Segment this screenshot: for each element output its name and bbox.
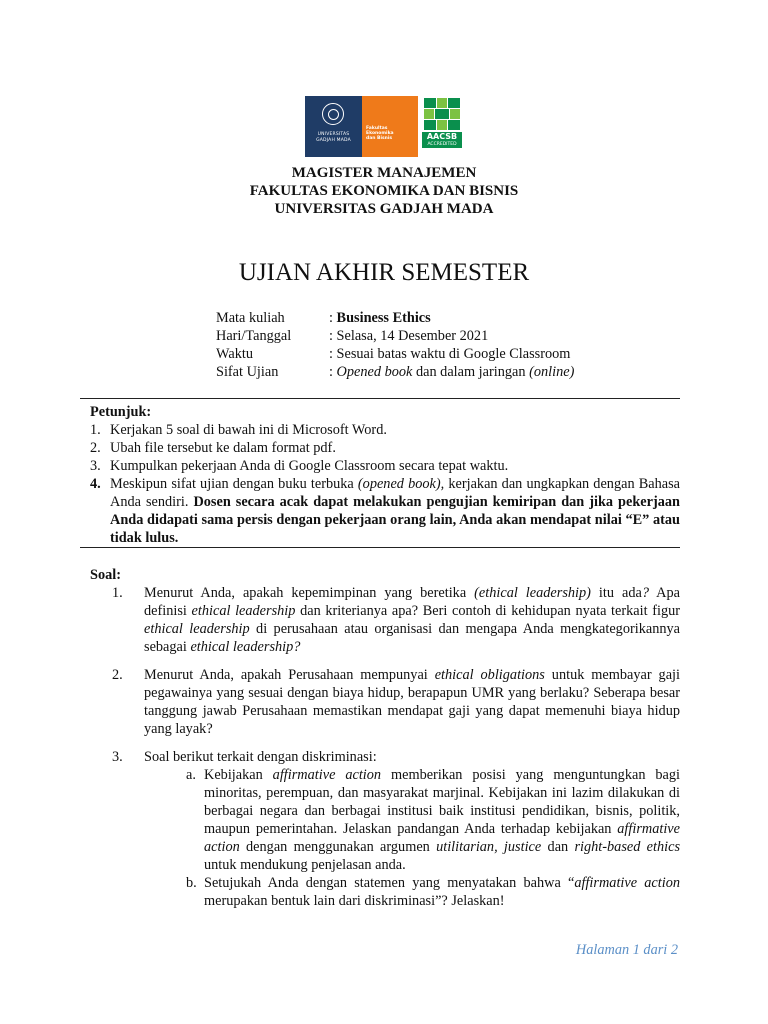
ugm-logo-line1: UNIVERSITAS: [317, 132, 350, 137]
page-number: Halaman 1 dari 2: [575, 942, 678, 958]
question-2: 2. Menurut Anda, apakah Perusahaan mempunyai ethical obligations untuk membayar gaji pegawainya yang sesuai dengan biaya hidup, berapapun UMR yang berlaku? Seberapa besar tanggung jawab Perusahaan memastikan mendapat gaji yang dapat memenuhi biaya hidup yang layak?: [112, 667, 680, 737]
info-label: Mata kuliah: [216, 310, 285, 326]
info-label: Waktu: [216, 346, 253, 362]
instructions-section: [90, 403, 680, 547]
list-item: 4. Meskipun sifat ujian dengan buku terbuka (opened book), kerjakan dan ungkapkan dengan Bahasa Anda sendiri. Dosen secara acak dapat melakukan pengujian kemiripan dan jika pekerjaan Anda didapati sama persis dengan pekerjaan orang lain, Anda akan mendapat nilai “E” atau tidak lulus.: [90, 476, 681, 546]
text-run: ?: [641, 585, 649, 601]
header-university: UNIVERSITAS GADJAH MADA: [274, 201, 494, 217]
ugm-logo-line2: GADJAH MADA: [316, 137, 351, 143]
aacsb-status: ACCREDITED: [427, 142, 457, 147]
list-item: 2. Ubah file tersebut ke dalam format pdf.: [90, 439, 680, 457]
questions-section: [90, 566, 680, 910]
info-row-type: [216, 363, 574, 381]
text-run: itu ada: [590, 585, 642, 601]
text-run: kerjakan dan ungkapkan dengan Bahasa Anda sendiri.: [110, 476, 681, 510]
feb-logo-line2: Ekonomika: [366, 131, 394, 137]
info-label: Sifat Ujian: [216, 364, 279, 380]
info-text: Opened book: [336, 364, 413, 380]
text-run: Setujukah Anda dengan statemen yang menyatakan bahwa “: [204, 875, 575, 891]
feb-logo: [362, 96, 418, 157]
text-run: Dosen secara acak dapat melakukan pengujian kemiripan dan jika pekerjaan Anda didapati sama persis dengan pekerjaan orang lain, Anda akan mendapat nilai “E” atau tidak lulus.: [110, 494, 681, 546]
text-run: Apa definisi: [144, 585, 680, 619]
divider-bottom: [80, 547, 680, 548]
ugm-seal-icon: [322, 103, 344, 125]
question-1: 1. Menurut Anda, apakah kepemimpinan yang beretika (ethical leadership) itu ada? Apa definisi ethical leadership dan kriterianya apa? Beri contoh di kehidupan nyata terkait figur ethical leadership di perusahaan atau organisasi dan mengapa Anda mengkategorikannya sebagai ethical leadership?: [112, 585, 680, 655]
list-item: 1. Kerjakan 5 soal di bawah ini di Microsoft Word.: [90, 421, 680, 439]
text-run: ethical leadership: [144, 621, 250, 637]
text-run: ethical leadership: [191, 603, 296, 619]
feb-logo-line3: dan Bisnis: [366, 136, 393, 142]
institution-header: [0, 164, 768, 218]
sub-question-text: [204, 766, 680, 874]
info-text: (online): [529, 364, 575, 380]
info-row-time: [216, 345, 574, 363]
list-item: 3. Kumpulkan pekerjaan Anda di Google Classroom secara tepat waktu.: [90, 457, 680, 475]
instruction-text: Kumpulkan pekerjaan Anda di Google Classroom secara tepat waktu.: [110, 458, 509, 474]
text-run: dan kriterianya apa? Beri contoh di kehidupan nyata terkait figur: [295, 603, 680, 619]
exam-info: [216, 309, 574, 381]
ugm-logo: [305, 96, 362, 157]
question-text: [144, 584, 680, 656]
sub-question-b: b. Setujukah Anda dengan statemen yang menyatakan bahwa “affirmative action merupakan bentuk lain dari diskriminasi”? Jelaskan!: [186, 875, 681, 909]
text-run: right-based ethics: [574, 839, 681, 855]
info-value: : Opened book dan dalam jaringan (online): [329, 364, 575, 380]
instruction-text: Kerjakan 5 soal di bawah ini di Microsoft Word.: [110, 422, 387, 438]
question-body: [144, 748, 680, 910]
question-text: Soal berikut terkait dengan diskriminasi:: [144, 749, 377, 765]
text-run: affirmative action: [574, 875, 681, 891]
instructions-list: [90, 421, 680, 547]
info-value: : Sesuai batas waktu di Google Classroom: [329, 346, 571, 362]
text-run: Menurut Anda, apakah Perusahaan mempunyai: [144, 667, 435, 683]
text-run: ethical obligations: [434, 667, 545, 683]
feb-logo-line1: Fakultas: [366, 126, 388, 131]
sub-question-a: a. Kebijakan affirmative action memberikan posisi yang menguntungkan bagi minoritas, perempuan, dan masyarakat marjinal. Kebijakan ini lazim dilakukan di berbagai negara dan berbagai institusi baik institusi pendidikan, bisnis, politik, maupun pemerintahan. Jelaskan pandangan Anda terhadap kebijakan affirmative action dengan menggunakan argumen utilitarian, justice dan right-based ethics untuk mendukung penjelasan anda.: [186, 767, 681, 873]
text-run: dengan menggunakan argumen: [239, 839, 437, 855]
instruction-text: Ubah file tersebut ke dalam format pdf.: [110, 440, 336, 456]
institution-logos: [305, 96, 465, 157]
info-text: dan dalam jaringan: [412, 364, 530, 380]
text-run: memberikan posisi yang menguntungkan bagi minoritas, perempuan, dan masyarakat marjinal. Kebijakan ini lazim dilakukan di berbagai negara dan berbagai institusi baik institusi pendidikan, bisnis, politik, maupun pemerintahan. Jelaskan pandangan Anda terhadap kebijakan: [204, 767, 680, 837]
text-run: utilitarian, justice: [436, 839, 542, 855]
text-run: dan: [541, 839, 575, 855]
text-run: Kebijakan: [204, 767, 273, 783]
question-text: [144, 666, 680, 738]
divider-top: [80, 398, 680, 399]
aacsb-logo: [418, 96, 465, 157]
instructions-title: Petunjuk:: [90, 404, 152, 420]
text-run: (ethical leadership): [474, 585, 591, 601]
text-run: ethical leadership?: [190, 639, 301, 655]
text-run: di perusahaan atau organisasi dan mengapa Anda mengkategorikannya sebagai: [144, 621, 680, 655]
header-program: MAGISTER MANAJEMEN: [291, 165, 477, 181]
text-run: Menurut Anda, apakah kepemimpinan yang beretika: [144, 585, 475, 601]
text-run: untuk membayar gaji pegawainya yang sesuai dengan biaya hidup, berapapun UMR yang berlaku? Seberapa besar tanggung jawab Perusahaan memastikan mendapat gaji yang dapat memenuhi biaya hidup yang layak?: [144, 667, 680, 737]
text-run: Meskipun sifat ujian dengan buku terbuka: [110, 476, 358, 492]
header-faculty: FAKULTAS EKONOMIKA DAN BISNIS: [249, 183, 519, 199]
questions-title: Soal:: [90, 567, 121, 583]
info-row-date: [216, 327, 574, 345]
info-label: Hari/Tanggal: [216, 328, 292, 344]
info-value: : Business Ethics: [329, 310, 431, 326]
text-run: (opened book),: [357, 476, 445, 492]
exam-title: UJIAN AKHIR SEMESTER: [238, 259, 530, 286]
instruction-text: [110, 475, 680, 547]
course-name: Business Ethics: [336, 310, 431, 326]
sub-question-text: [204, 874, 680, 910]
question-3: 3. Soal berikut terkait dengan diskriminasi: a. Kebijakan affirmative action memberikan posisi yang menguntungkan bagi minoritas, perempuan, dan masyarakat marjinal. Kebijakan ini lazim dilakukan di berbagai negara dan berbagai institusi baik institusi pendidikan, bisnis, politik, maupun pemerintahan. Jelaskan pandangan Anda terhadap kebijakan affirmative action dengan menggunakan argumen utilitarian, justice dan right-based ethics untuk mendukung penjelasan anda. b. Setujukah Anda dengan statemen yang menyatakan bahwa “affirmative action merupakan bentuk lain dari diskriminasi”? Jelaskan!: [112, 749, 681, 909]
info-value: : Selasa, 14 Desember 2021: [329, 328, 489, 344]
info-row-course: [216, 309, 574, 327]
text-run: affirmative action: [272, 767, 382, 783]
text-run: affirmative action: [204, 821, 680, 855]
aacsb-mark-icon: [422, 96, 462, 132]
aacsb-name: AACSB: [426, 132, 458, 141]
text-run: untuk mendukung penjelasan anda.: [204, 857, 406, 873]
text-run: merupakan bentuk lain dari diskriminasi”? Jelaskan!: [204, 893, 505, 909]
